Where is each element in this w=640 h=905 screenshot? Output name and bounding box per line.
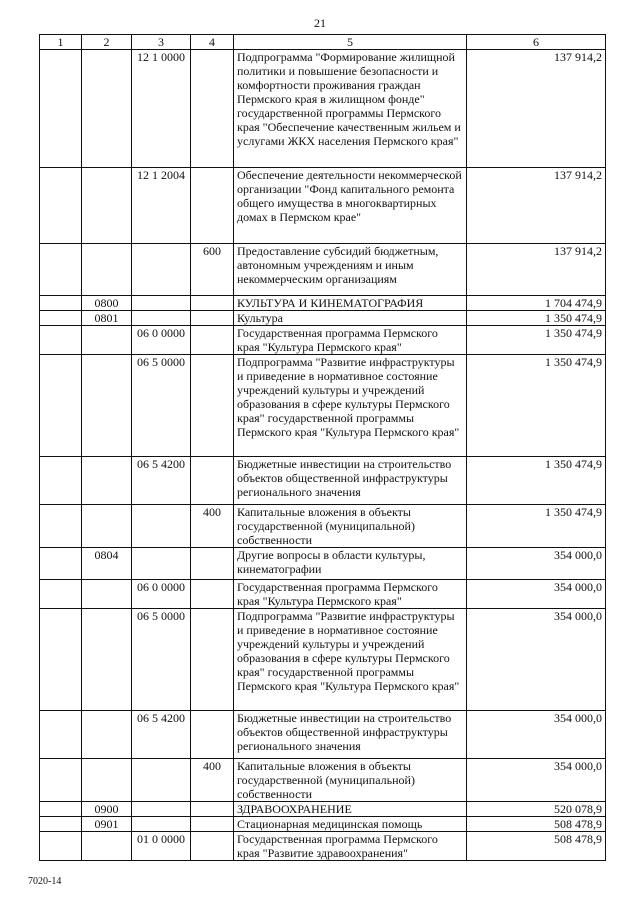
expense-type-cell [191, 832, 234, 861]
section-code-cell: 0800 [82, 296, 132, 311]
expense-type-cell: 600 [191, 244, 234, 296]
section-cell [40, 311, 82, 326]
table-row [40, 817, 606, 832]
expense-type-cell [191, 311, 234, 326]
expense-type-cell [191, 355, 234, 457]
section-code-cell [82, 832, 132, 861]
item-name-cell: Государственная программа Пермского края "Культура Пермского края" [234, 580, 467, 609]
target-article-cell [132, 548, 191, 580]
expense-type-cell [191, 580, 234, 609]
item-name-cell: Капитальные вложения в объекты государственной (муниципальной) собственности [234, 759, 467, 802]
target-article-cell: 06 5 4200 [132, 457, 191, 505]
target-article-cell [132, 759, 191, 802]
target-article-cell: 06 5 0000 [132, 609, 191, 711]
table-row [40, 711, 606, 759]
amount-cell: 354 000,0 [467, 609, 606, 711]
target-article-cell: 06 5 4200 [132, 711, 191, 759]
section-cell [40, 832, 82, 861]
section-cell [40, 759, 82, 802]
expense-type-cell [191, 817, 234, 832]
item-name-cell: Бюджетные инвестиции на строительство объектов общественной инфраструктуры регионального значения [234, 711, 467, 759]
header-col-5: 5 [234, 35, 467, 50]
item-name-cell: Стационарная медицинская помощь [234, 817, 467, 832]
section-code-cell [82, 168, 132, 244]
amount-cell: 354 000,0 [467, 759, 606, 802]
header-col-4: 4 [191, 35, 234, 50]
target-article-cell: 01 0 0000 [132, 832, 191, 861]
section-cell [40, 168, 82, 244]
expense-type-cell [191, 168, 234, 244]
target-article-cell: 06 0 0000 [132, 580, 191, 609]
section-code-cell [82, 355, 132, 457]
section-code-cell [82, 244, 132, 296]
amount-cell: 137 914,2 [467, 168, 606, 244]
section-cell [40, 817, 82, 832]
table-row [40, 609, 606, 711]
table-row [40, 548, 606, 580]
amount-cell: 1 350 474,9 [467, 311, 606, 326]
section-cell [40, 609, 82, 711]
table-row [40, 326, 606, 355]
section-code-cell [82, 326, 132, 355]
item-name-cell: КУЛЬТУРА И КИНЕМАТОГРАФИЯ [234, 296, 467, 311]
item-name-cell: Государственная программа Пермского края "Культура Пермского края" [234, 326, 467, 355]
item-name-cell: Другие вопросы в области культуры, кинематографии [234, 548, 467, 580]
section-code-cell [82, 711, 132, 759]
table-row [40, 355, 606, 457]
amount-cell: 1 350 474,9 [467, 457, 606, 505]
footer-code: 7020-14 [28, 876, 62, 887]
amount-cell: 1 704 474,9 [467, 296, 606, 311]
section-cell [40, 296, 82, 311]
item-name-cell: Государственная программа Пермского края "Развитие здравоохранения" [234, 832, 467, 861]
target-article-cell [132, 244, 191, 296]
amount-cell: 354 000,0 [467, 711, 606, 759]
table-row [40, 505, 606, 548]
header-col-2: 2 [82, 35, 132, 50]
amount-cell: 1 350 474,9 [467, 355, 606, 457]
target-article-cell: 06 5 0000 [132, 355, 191, 457]
target-article-cell: 06 0 0000 [132, 326, 191, 355]
header-col-6: 6 [467, 35, 606, 50]
table-row [40, 50, 606, 168]
amount-cell: 137 914,2 [467, 50, 606, 168]
target-article-cell [132, 505, 191, 548]
section-cell [40, 505, 82, 548]
target-article-cell [132, 817, 191, 832]
table-row [40, 311, 606, 326]
section-code-cell: 0900 [82, 802, 132, 817]
amount-cell: 137 914,2 [467, 244, 606, 296]
item-name-cell: Обеспечение деятельности некоммерческой организации "Фонд капитального ремонта общего имущества в многоквартирных домах в Пермском крае" [234, 168, 467, 244]
item-name-cell: Капитальные вложения в объекты государственной (муниципальной) собственности [234, 505, 467, 548]
section-cell [40, 580, 82, 609]
item-name-cell: Подпрограмма "Развитие инфраструктуры и приведение в нормативное состояние учреждений культуры и учреждений образования в сфере культуры Пермского края" государственной программы Пермского края "Культура Пермского края" [234, 355, 467, 457]
header-col-3: 3 [132, 35, 191, 50]
section-code-cell [82, 50, 132, 168]
item-name-cell: ЗДРАВООХРАНЕНИЕ [234, 802, 467, 817]
section-code-cell [82, 609, 132, 711]
expense-type-cell [191, 711, 234, 759]
expense-type-cell [191, 457, 234, 505]
section-cell [40, 326, 82, 355]
target-article-cell: 12 1 0000 [132, 50, 191, 168]
section-cell [40, 355, 82, 457]
amount-cell: 1 350 474,9 [467, 326, 606, 355]
amount-cell: 508 478,9 [467, 817, 606, 832]
expense-type-cell [191, 548, 234, 580]
amount-cell: 354 000,0 [467, 548, 606, 580]
section-cell [40, 711, 82, 759]
table-header-row [40, 35, 606, 50]
section-cell [40, 457, 82, 505]
page-number: 21 [314, 16, 326, 30]
expense-type-cell [191, 296, 234, 311]
expense-type-cell [191, 326, 234, 355]
section-code-cell [82, 505, 132, 548]
section-cell [40, 802, 82, 817]
expense-type-cell: 400 [191, 759, 234, 802]
section-cell [40, 244, 82, 296]
section-code-cell [82, 580, 132, 609]
table-body [40, 50, 606, 861]
header-col-1: 1 [40, 35, 82, 50]
table-row [40, 457, 606, 505]
item-name-cell: Подпрограмма "Формирование жилищной политики и повышение безопасности и комфортности проживания граждан Пермского края в жилищном фонде" государственной программы Пермского края "Обеспечение качественным жильем и услугами ЖКХ населения Пермского края" [234, 50, 467, 168]
section-code-cell: 0804 [82, 548, 132, 580]
section-code-cell: 0801 [82, 311, 132, 326]
table-row [40, 802, 606, 817]
item-name-cell: Бюджетные инвестиции на строительство объектов общественной инфраструктуры регионального значения [234, 457, 467, 505]
table-row [40, 168, 606, 244]
target-article-cell [132, 296, 191, 311]
target-article-cell: 12 1 2004 [132, 168, 191, 244]
table-row [40, 759, 606, 802]
section-code-cell [82, 457, 132, 505]
amount-cell: 520 078,9 [467, 802, 606, 817]
section-code-cell: 0901 [82, 817, 132, 832]
amount-cell: 354 000,0 [467, 580, 606, 609]
section-cell [40, 548, 82, 580]
expense-type-cell [191, 802, 234, 817]
section-cell [40, 50, 82, 168]
item-name-cell: Культура [234, 311, 467, 326]
table-row [40, 580, 606, 609]
table-row [40, 832, 606, 861]
section-code-cell [82, 759, 132, 802]
amount-cell: 508 478,9 [467, 832, 606, 861]
expense-type-cell [191, 609, 234, 711]
target-article-cell [132, 311, 191, 326]
budget-table [39, 34, 606, 861]
amount-cell: 1 350 474,9 [467, 505, 606, 548]
table-row [40, 244, 606, 296]
item-name-cell: Подпрограмма "Развитие инфраструктуры и приведение в нормативное состояние учреждений культуры и учреждений образования в сфере культуры Пермского края" государственной программы Пермского края "Культура Пермского края" [234, 609, 467, 711]
item-name-cell: Предоставление субсидий бюджетным, автономным учреждениям и иным некоммерческим организациям [234, 244, 467, 296]
expense-type-cell [191, 50, 234, 168]
table-row [40, 296, 606, 311]
target-article-cell [132, 802, 191, 817]
expense-type-cell: 400 [191, 505, 234, 548]
